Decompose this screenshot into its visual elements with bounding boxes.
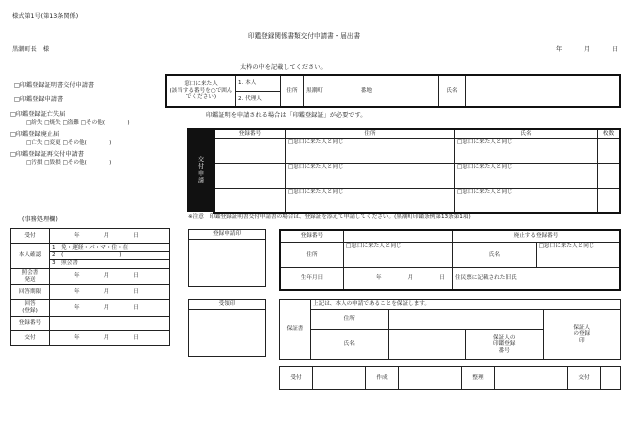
birth-y: 年 bbox=[376, 275, 382, 282]
office-receipt-label: 受付 bbox=[11, 229, 50, 244]
option-self[interactable]: 1. 本人 bbox=[236, 75, 281, 91]
lost-options[interactable]: □紛失 □焼失 □盗難 □その他( ) bbox=[26, 120, 130, 126]
office-issue-label: 交付 bbox=[11, 331, 50, 346]
bottom-created-field[interactable] bbox=[399, 367, 462, 390]
cert-note: 印鑑証明を申請される場合は「印鑑登録証」が必要です。 bbox=[206, 112, 367, 119]
date-day: 日 bbox=[612, 46, 619, 53]
guarantor-name-label: 氏名 bbox=[311, 330, 389, 360]
row2-reg-no[interactable] bbox=[214, 163, 286, 188]
bottom-strip bbox=[279, 366, 621, 390]
issue-d: 日 bbox=[133, 334, 139, 341]
cert-side-label bbox=[187, 128, 213, 212]
reg-name-label: 氏名 bbox=[453, 242, 537, 267]
reg-address-label: 住所 bbox=[280, 242, 344, 267]
registration-seal-label: 登録申請印 bbox=[189, 230, 265, 240]
office-inquiry-label: 照会書 発送 bbox=[11, 268, 50, 285]
form-number: 様式第1号(第13条関係) bbox=[12, 13, 79, 20]
reg-no-field[interactable] bbox=[344, 230, 453, 242]
identity-opt1: 1 免・運経・パ・マ・住・在 bbox=[50, 245, 169, 252]
old-name-label: 住民票に記載された旧氏 bbox=[455, 275, 517, 282]
office-regno-label: 登録番号 bbox=[11, 316, 50, 331]
reissue-options[interactable]: □汚損 □毀損 □その他( ) bbox=[26, 160, 112, 166]
instruction: 太枠の中を記載してください。 bbox=[240, 64, 327, 71]
birth-m: 月 bbox=[407, 275, 414, 282]
header-address: 住所 bbox=[286, 129, 455, 138]
inquiry-y: 年 bbox=[74, 273, 80, 280]
bottom-arranged-label: 整理 bbox=[462, 367, 495, 390]
bottom-receipt-label: 受付 bbox=[280, 367, 313, 390]
applicant-table bbox=[165, 74, 621, 108]
guarantor-regno-label: 保証人の 印鑑登録 番号 bbox=[466, 330, 544, 360]
row2-name[interactable]: □窓口に来た人と同じ bbox=[455, 163, 598, 188]
guarantor-label: 保証書 bbox=[280, 300, 311, 360]
date-year: 年 bbox=[556, 46, 563, 53]
addressee: 黒潮町長 様 bbox=[12, 46, 50, 53]
guarantor-address-label: 住所 bbox=[311, 310, 389, 330]
row3-reg-no[interactable] bbox=[214, 188, 286, 213]
guarantor-statement: 上記は、本人の申請であることを保証します。 bbox=[311, 300, 621, 310]
row1-reg-no[interactable] bbox=[214, 138, 286, 163]
guarantor-address-field[interactable] bbox=[388, 310, 543, 330]
guarantor-name-field[interactable] bbox=[388, 330, 466, 360]
receipt-seal-label: 受領印 bbox=[189, 300, 265, 310]
option-agent[interactable]: 2. 代理人 bbox=[236, 91, 281, 107]
receipt-seal-box[interactable] bbox=[188, 299, 266, 357]
banchi-label: 番地 bbox=[360, 87, 372, 94]
inquiry-d: 日 bbox=[133, 273, 139, 280]
cert-table bbox=[213, 128, 621, 214]
cert-side-text: 交付申請 bbox=[196, 156, 204, 184]
identity-opt3: 3 照会書 bbox=[52, 259, 78, 266]
row3-address[interactable]: □窓口に来た人と同じ bbox=[286, 188, 455, 213]
row1-name[interactable]: □窓口に来た人と同じ bbox=[455, 138, 598, 163]
guarantor-table bbox=[279, 299, 621, 360]
office-title: (事務処理欄) bbox=[22, 216, 58, 223]
header-reg-no: 登録番号 bbox=[214, 129, 286, 138]
reply-d: 日 bbox=[133, 288, 139, 295]
reg-y: 年 bbox=[74, 304, 80, 311]
office-receipt-date[interactable] bbox=[50, 229, 170, 244]
name-field[interactable] bbox=[466, 75, 621, 107]
receipt-d: 日 bbox=[133, 232, 139, 239]
row3-name[interactable]: □窓口に来た人と同じ bbox=[455, 188, 598, 213]
office-issue-date[interactable] bbox=[50, 331, 170, 346]
reg-address-same[interactable]: □窓口に来た人と同じ bbox=[344, 242, 453, 267]
office-identity-options[interactable] bbox=[50, 243, 170, 268]
caution-note: ※注意 印鑑登録証明書交付申請書の場合は、登録証を添えて申請してください。(黒潮町印鑑条例第13条第1項) bbox=[188, 214, 471, 220]
check-lost-report[interactable]: □印鑑登録証亡失届 bbox=[10, 111, 66, 118]
bottom-issued-field[interactable] bbox=[601, 367, 621, 390]
row3-copies[interactable] bbox=[598, 188, 621, 213]
row2-copies[interactable] bbox=[598, 163, 621, 188]
name-label: 氏名 bbox=[439, 75, 466, 107]
town-name: 黒潮町 bbox=[306, 87, 323, 94]
registration-table bbox=[279, 229, 621, 291]
reply-m: 月 bbox=[103, 288, 110, 295]
birth-d: 日 bbox=[439, 275, 445, 282]
came-label: 窓口に来た人 (該当する番号を○で囲んでください) bbox=[166, 75, 236, 107]
office-reply-reg-label: 回答 (登録) bbox=[11, 300, 50, 317]
issue-y: 年 bbox=[74, 334, 80, 341]
bottom-receipt-field[interactable] bbox=[313, 367, 366, 390]
old-name-field[interactable] bbox=[453, 267, 621, 290]
guarantor-seal-label: 保証人 の登録 印 bbox=[543, 310, 621, 360]
check-reissue[interactable]: □印鑑登録証再交付申請書 bbox=[10, 151, 84, 158]
office-regno-field[interactable] bbox=[50, 316, 170, 331]
check-registration[interactable]: □印鑑登録申請書 bbox=[14, 96, 64, 103]
reg-name-same[interactable]: □窓口に来た人と同じ bbox=[536, 242, 620, 267]
form-title: 印鑑登録関係書類交付申請書・届出書 bbox=[248, 32, 361, 40]
bottom-issued-label: 交付 bbox=[568, 367, 601, 390]
reg-no-label: 登録番号 bbox=[280, 230, 344, 242]
receipt-y: 年 bbox=[74, 232, 80, 239]
bottom-created-label: 作成 bbox=[366, 367, 399, 390]
office-reply-date[interactable] bbox=[50, 285, 170, 300]
row2-address[interactable]: □窓口に来た人と同じ bbox=[286, 163, 455, 188]
row1-copies[interactable] bbox=[598, 138, 621, 163]
check-abolition[interactable]: □印鑑登録廃止届 bbox=[10, 131, 60, 138]
row1-address[interactable]: □窓口に来た人と同じ bbox=[286, 138, 455, 163]
identity-opt2: 2 ( ) bbox=[50, 252, 169, 259]
birth-field[interactable] bbox=[344, 267, 453, 290]
header-copies: 枚数 bbox=[598, 129, 621, 138]
abolition-options[interactable]: □亡失 □変更 □その他( ) bbox=[26, 140, 112, 146]
check-cert-issue[interactable]: □印鑑登録証明書交付申請書 bbox=[14, 82, 95, 89]
reg-d: 日 bbox=[133, 304, 139, 311]
office-table bbox=[10, 228, 170, 346]
address-label: 住所 bbox=[281, 75, 304, 107]
reply-y: 年 bbox=[74, 288, 80, 295]
issue-m: 月 bbox=[103, 334, 110, 341]
address-field[interactable] bbox=[304, 75, 439, 107]
bottom-arranged-field[interactable] bbox=[495, 367, 568, 390]
birth-label: 生年月日 bbox=[280, 267, 344, 290]
office-reply-reg-date[interactable] bbox=[50, 300, 170, 317]
inquiry-m: 月 bbox=[103, 273, 110, 280]
date-month: 月 bbox=[584, 46, 591, 53]
receipt-m: 月 bbox=[103, 232, 110, 239]
header-name: 氏名 bbox=[455, 129, 598, 138]
registration-seal-box[interactable] bbox=[188, 229, 266, 287]
abolish-no-label: 廃止する登録番号 bbox=[453, 230, 621, 242]
office-inquiry-date[interactable] bbox=[50, 268, 170, 285]
reg-m: 月 bbox=[103, 304, 110, 311]
office-reply-label: 回答期限 bbox=[11, 285, 50, 300]
office-identity-label: 本人確認 bbox=[11, 243, 50, 268]
